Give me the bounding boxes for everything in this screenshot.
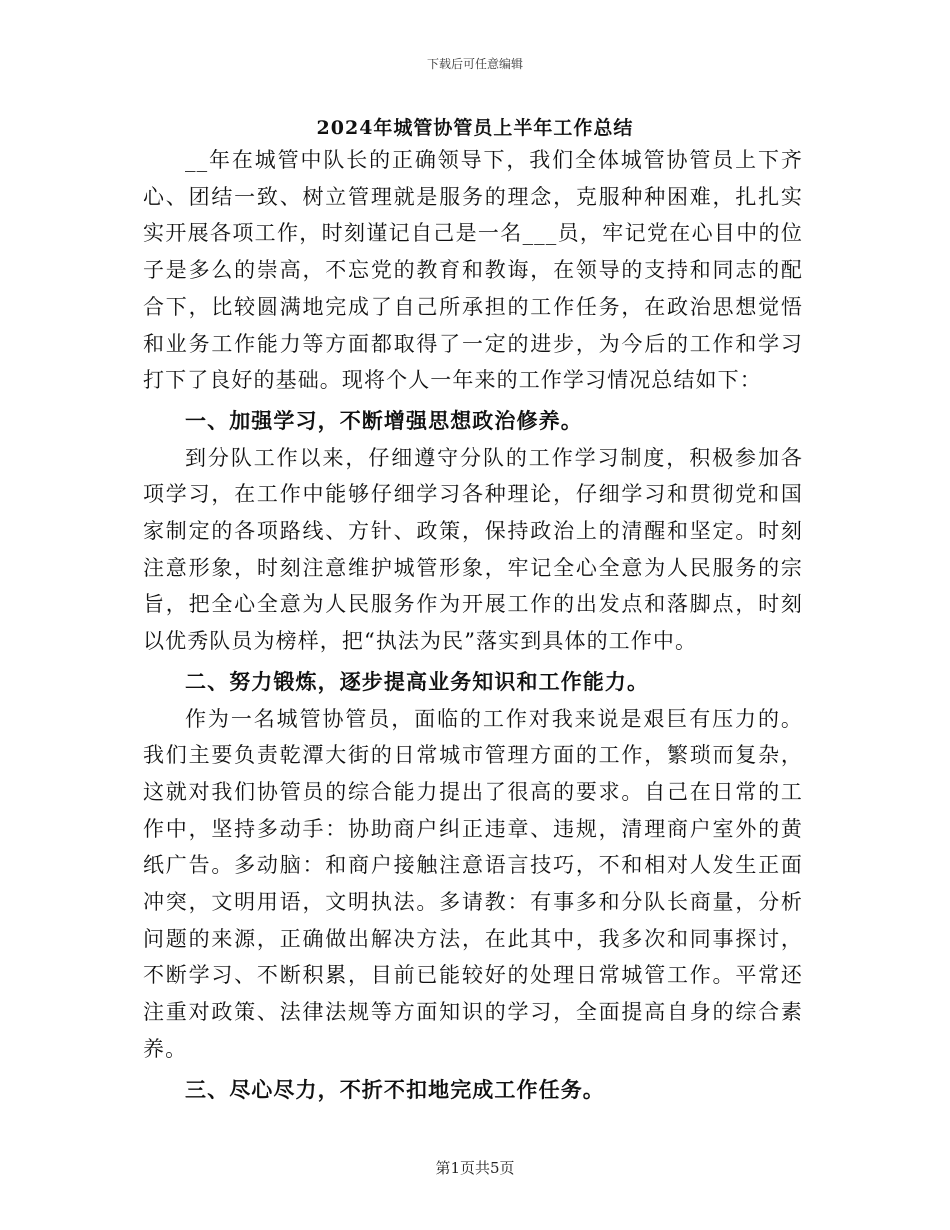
section-paragraph-1: 到分队工作以来，仔细遵守分队的工作学习制度，积极参加各项学习，在工作中能够仔细学习各种理论，仔细学习和贯彻党和国家制定的各项路线、方针、政策，保持政治上的清醒和坚定。时刻注意形象，时刻注意维护城管形象，牢记全心全意为人民服务的宗旨，把全心全意为人民服务作为开展工作的出发点和落脚点，时刻以优秀队员为榜样，把“执法为民”落实到具体的工作中。 <box>143 445 803 654</box>
document-title: 2024年城管协管员上半年工作总结 <box>316 117 634 139</box>
section-paragraph-2: 作为一名城管协管员，面临的工作对我来说是艰巨有压力的。我们主要负责乾潭大街的日常城市管理方面的工作，繁琐而复杂，这就对我们协管员的综合能力提出了很高的要求。自己在日常的工作中，坚持多动手：协助商户纠正违章、违规，清理商户室外的黄纸广告。多动脑：和商户接触注意语言技巧，不和相对人发生正面冲突，文明用语，文明执法。多请教：有事多和分队长商量，分析问题的来源，正确做出解决方法，在此其中，我多次和同事探讨，不断学习、不断积累，目前已能较好的处理日常城管工作。平常还注重对政策、法律法规等方面知识的学习，全面提高自身的综合素养。 <box>143 706 803 1061</box>
section-heading-2: 二、努力锻炼，逐步提高业务知识和工作能力。 <box>185 668 650 694</box>
section-heading-1: 一、加强学习，不断增强思想政治修养。 <box>185 407 583 433</box>
intro-paragraph: __年在城管中队长的正确领导下，我们全体城管协管员上下齐心、团结一致、树立管理就是服务的理念，克服种种困难，扎扎实实开展各项工作，时刻谨记自己是一名___员，牢记党在心目中的位子是多么的崇高，不忘党的教育和教诲，在领导的支持和同志的配合下，比较圆满地完成了自己所承担的工作任务，在政治思想觉悟和业务工作能力等方面都取得了一定的进步，为今后的工作和学习打下了良好的基础。现将个人一年来的工作学习情况总结如下： <box>143 148 803 393</box>
page-header-note: 下载后可任意编辑 <box>426 57 523 71</box>
section-heading-3: 三、尽心尽力，不折不扣地完成工作任务。 <box>185 1076 605 1102</box>
page-number-footer: 第1页共5页 <box>435 1159 515 1177</box>
document-body <box>143 142 803 1108</box>
